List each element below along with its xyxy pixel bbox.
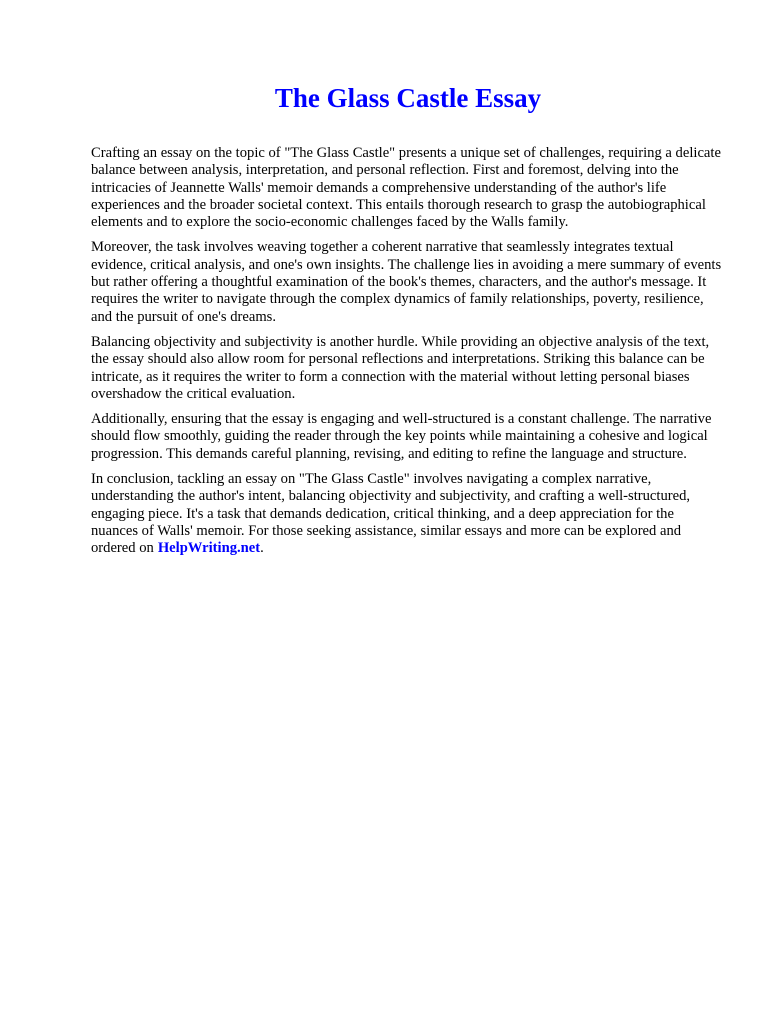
paragraph-4: Additionally, ensuring that the essay is engaging and well-structured is a constant challenge. The narrative should flow smoothly, guiding the reader through the key points while maintaining a cohesive and logical progression. This demands careful planning, revising, and editing to refine the language and structure. — [91, 411, 712, 462]
document-title: The Glass Castle Essay — [274, 83, 542, 113]
conclusion-period: . — [260, 540, 264, 557]
paragraph-1: Crafting an essay on the topic of "The Glass Castle" presents a unique set of challenges, requiring a delicate balance between analysis, interpretation, and personal reflection. First and foremost, delving into the intricacies of Jeannette Walls' memoir demands a comprehensive understanding of the author's life experiences and the broader societal context. This entails thorough research to grasp the autobiographical elements and to explore the socio-economic challenges faced by the Walls family. — [91, 145, 721, 231]
conclusion-text: In conclusion, tackling an essay on "The Glass Castle" involves navigating a complex narrative, understanding the author's intent, balancing objectivity and subjectivity, and crafting a well-structured, engaging piece. It's a task that demands dedication, critical thinking, and a deep appreciation for the nuances of Walls' memoir. For those seeking assistance, similar essays and more can be explored and ordered on — [91, 471, 691, 557]
paragraph-2: Moreover, the task involves weaving together a coherent narrative that seamlessly integrates textual evidence, critical analysis, and one's own insights. The challenge lies in avoiding a mere summary of events but rather offering a thoughtful examination of the book's themes, characters, and the author's message. It requires the writer to navigate through the complex dynamics of family relationships, poverty, resilience, and the pursuit of one's dreams. — [91, 239, 722, 325]
paragraph-5-conclusion — [91, 471, 723, 557]
document-body — [91, 145, 723, 566]
helpwriting-link[interactable]: HelpWriting.net — [157, 540, 261, 557]
paragraph-3: Balancing objectivity and subjectivity is another hurdle. While providing an objective analysis of the text, the essay should also allow room for personal reflections and interpretations. Striking this balance can be intricate, as it requires the writer to form a connection with the material without letting personal biases overshadow the critical evaluation. — [91, 333, 710, 402]
